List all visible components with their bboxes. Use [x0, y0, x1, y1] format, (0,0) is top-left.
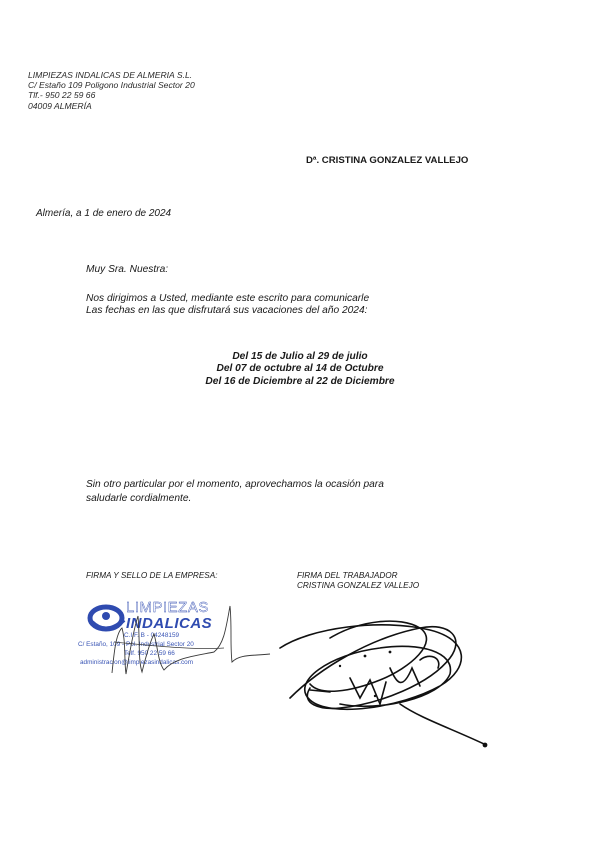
stamp-logo-line-2: INDALICAS	[126, 615, 213, 632]
sender-phone: Tlf.- 950 22 59 66	[28, 90, 96, 101]
vacation-period: Del 07 de octubre al 14 de Octubre	[216, 363, 384, 375]
stamp-email: administracion@limpiezasindalicas.com	[80, 659, 194, 666]
closing-paragraph	[86, 478, 384, 505]
company-stamp	[74, 598, 274, 688]
sender-address: C/ Estaño 109 Poligono Industrial Sector 20	[28, 80, 195, 91]
vacation-period: Del 16 de Diciembre al 22 de Diciembre	[205, 375, 395, 387]
closing-line-2: saludarle cordialmente.	[86, 492, 192, 504]
intro-paragraph	[86, 293, 369, 318]
company-handwritten-signature	[74, 598, 274, 688]
worker-signature-label	[297, 571, 419, 591]
intro-line-1: Nos dirigimos a Usted, mediante este escrito para comunicarle	[86, 293, 370, 304]
letter-date: Almería, a 1 de enero de 2024	[36, 208, 172, 219]
company-signature-label: FIRMA Y SELLO DE LA EMPRESA:	[86, 571, 218, 580]
closing-line-1: Sin otro particular por el momento, aprovechamos la ocasión para	[86, 479, 384, 490]
stamp-phone: Telf. 950 22 59 66	[124, 650, 175, 657]
sender-city: 04009 ALMERÍA	[28, 100, 92, 111]
intro-line-2: Las fechas en las que disfrutará sus vacaciones del año 2024:	[86, 305, 368, 317]
worker-signature-label-line-2: CRISTINA GONZALEZ VALLEJO	[297, 581, 420, 590]
stamp-address: C/ Estaño, 109 - Pol. Industrial Sector 20	[78, 641, 194, 648]
worker-signature-label-line-1: FIRMA DEL TRABAJADOR	[297, 571, 398, 580]
greeting: Muy Sra. Nuestra:	[86, 264, 169, 275]
stamp-logo-line-1: LIMPIEZAS	[126, 599, 209, 616]
recipient-name: Dª. CRISTINA GONZALEZ VALLEJO	[306, 155, 469, 166]
vacation-periods	[150, 351, 450, 388]
sender-block	[28, 70, 195, 111]
worker-handwritten-signature	[270, 608, 500, 753]
vacation-period: Del 15 de Julio al 29 de julio	[232, 351, 368, 362]
stamp-cif: C.I.F. B - 04248159	[124, 632, 180, 639]
sender-company: LIMPIEZAS INDALICAS DE ALMERIA S.L.	[28, 70, 193, 80]
